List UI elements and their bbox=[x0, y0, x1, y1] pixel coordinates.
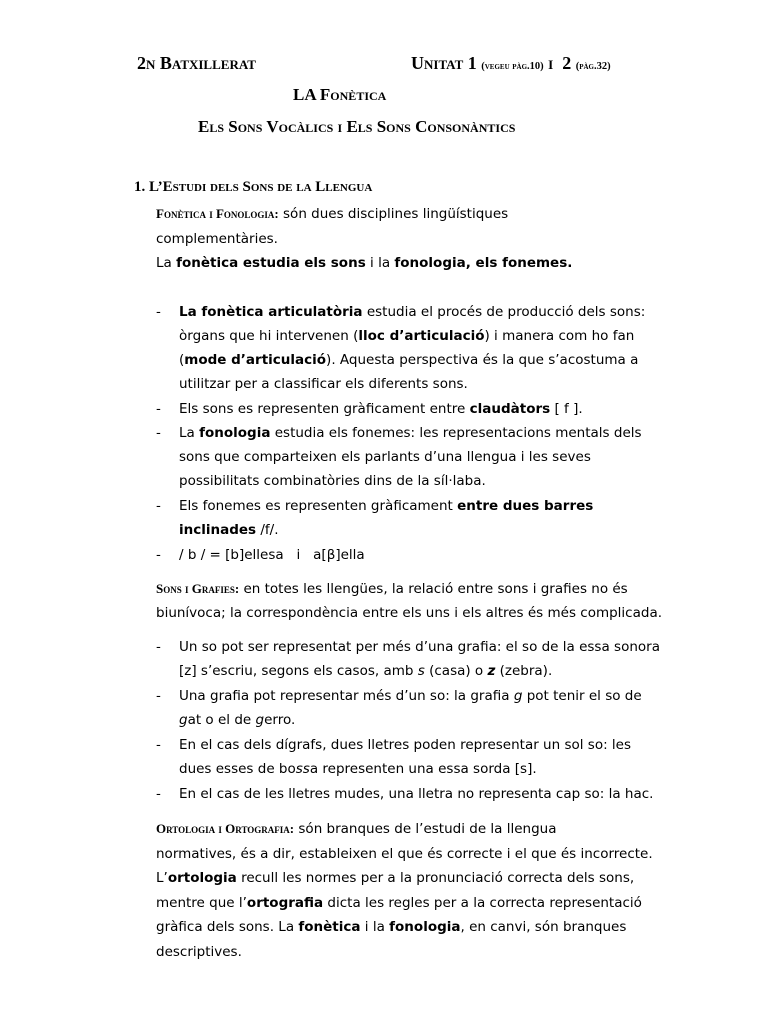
text-italic: g bbox=[513, 688, 523, 704]
text: gràfica dels sons. La bbox=[156, 919, 299, 935]
fon-line1 bbox=[156, 206, 508, 222]
bullet-dash: - bbox=[156, 425, 161, 441]
fon-line3 bbox=[156, 255, 572, 271]
unit-num2: 2 bbox=[562, 53, 572, 73]
text: (casa) o bbox=[424, 663, 488, 679]
bullet-dash: - bbox=[156, 786, 161, 802]
c2-line2 bbox=[179, 712, 295, 728]
orto-line3 bbox=[156, 870, 634, 886]
text-bold: fonologia, els fonemes. bbox=[394, 255, 573, 271]
c2-line1 bbox=[179, 688, 642, 704]
orto-line5 bbox=[156, 919, 626, 935]
orto-label: Ortologia i Ortografia: bbox=[156, 821, 295, 836]
bullet1-line2 bbox=[179, 328, 634, 344]
orto-line6: descriptives. bbox=[156, 944, 242, 960]
text: pot tenir el so de bbox=[522, 688, 642, 704]
text-bold: fonètica bbox=[298, 919, 361, 935]
bullet-dash: - bbox=[156, 547, 161, 563]
unit-ref2: (pàg.32) bbox=[575, 61, 611, 72]
sons-line2: biunívoca; la correspondència entre els uns i els altres és més complicada. bbox=[156, 605, 663, 621]
text: a representen una essa sorda [s]. bbox=[309, 761, 537, 777]
text-italic: s bbox=[417, 663, 425, 679]
text: ) i manera com ho fan bbox=[484, 328, 635, 344]
text-bold: inclinades bbox=[179, 522, 257, 538]
sons-line1 bbox=[156, 581, 628, 597]
text: ( bbox=[179, 352, 185, 368]
text-bold: fonètica estudia els sons bbox=[176, 255, 366, 271]
text: L’ bbox=[156, 870, 168, 886]
text: estudia el procés de producció dels sons: bbox=[362, 304, 646, 320]
text-italic: g bbox=[255, 712, 265, 728]
text: mentre que l’ bbox=[156, 895, 247, 911]
bullet4-line2 bbox=[179, 522, 279, 538]
bullet4-line1 bbox=[179, 498, 593, 514]
text: dicta les regles per a la correcta representació bbox=[323, 895, 642, 911]
course-label: 2n Batxillerat bbox=[137, 53, 256, 73]
unit-and: i bbox=[548, 53, 554, 73]
unit-ref1: (vegeu pàg.10) bbox=[481, 61, 544, 72]
c4-line: En el cas de les lletres mudes, una lletra no representa cap so: la hac. bbox=[179, 786, 654, 802]
text: erro. bbox=[264, 712, 296, 728]
orto-line2: normatives, és a dir, estableixen el que és correcte i el que és incorrecte. bbox=[156, 846, 653, 862]
c1-line2 bbox=[179, 663, 552, 679]
text: [ f ]. bbox=[550, 401, 583, 417]
text: ). Aquesta perspectiva és la que s’acostuma a bbox=[326, 352, 639, 368]
unit-prefix: Unitat 1 bbox=[411, 53, 477, 73]
orto-line1 bbox=[156, 821, 557, 837]
text: i la bbox=[365, 255, 395, 271]
bullet1-line4: utilitzar per a classificar els diferents sons. bbox=[179, 376, 468, 392]
text-bold: La fonètica articulatòria bbox=[179, 304, 363, 320]
c3-line1: En el cas dels dígrafs, dues lletres poden representar un sol so: les bbox=[179, 737, 632, 753]
bullet-dash: - bbox=[156, 688, 161, 704]
bullet1-line1 bbox=[179, 304, 645, 320]
text: (zebra). bbox=[495, 663, 553, 679]
text-bold: entre dues barres bbox=[457, 498, 594, 514]
bullet-dash: - bbox=[156, 401, 161, 417]
text: dues esses de bo bbox=[179, 761, 296, 777]
text-bold: ortografia bbox=[246, 895, 324, 911]
text: òrgans que hi intervenen ( bbox=[179, 328, 359, 344]
bullet-dash: - bbox=[156, 639, 161, 655]
bullet5: / b / = [b]ellesa i a[β]ella bbox=[179, 547, 365, 563]
bullet1-line3 bbox=[179, 352, 638, 368]
text-italic: ss bbox=[295, 761, 310, 777]
bullet-dash: - bbox=[156, 737, 161, 753]
text-bold: ortologia bbox=[167, 870, 237, 886]
text: Els fonemes es representen gràficament bbox=[179, 498, 458, 514]
orto-line4 bbox=[156, 895, 642, 911]
text: estudia els fonemes: les representacions mentals dels bbox=[270, 425, 642, 441]
text-bold: mode d’articulació bbox=[184, 352, 327, 368]
c3-line2 bbox=[179, 761, 537, 777]
text-bold: lloc d’articulació bbox=[358, 328, 485, 344]
main-title: LA Fonètica bbox=[293, 85, 387, 104]
section-heading: 1. L’Estudi dels Sons de la Llengua bbox=[134, 179, 373, 195]
text: Els sons es representen gràficament entre bbox=[179, 401, 470, 417]
bullet3-line2: sons que comparteixen els parlants d’una llengua i les seves bbox=[179, 449, 591, 465]
fon-text1: són dues disciplines lingüístiques bbox=[278, 206, 509, 222]
text-italic: g bbox=[179, 712, 188, 728]
c1-line1: Un so pot ser representat per més d’una grafia: el so de la essa sonora bbox=[179, 639, 660, 655]
unit-label bbox=[411, 53, 611, 74]
bullet3-line3: possibilitats combinatòries dins de la síl·laba. bbox=[179, 473, 486, 489]
text: Una grafia pot representar més d’un so: la grafia bbox=[179, 688, 514, 704]
text-bold: fonologia bbox=[389, 919, 461, 935]
text-bold: claudàtors bbox=[469, 401, 551, 417]
text: , en canvi, són branques bbox=[460, 919, 627, 935]
bullet2 bbox=[179, 401, 583, 417]
text-bold-italic: z bbox=[487, 663, 496, 679]
text: La bbox=[179, 425, 200, 441]
text: en totes les llengües, la relació entre sons i grafies no és bbox=[239, 581, 628, 597]
sub-title: Els Sons Vocàlics i Els Sons Consonàntics bbox=[198, 117, 516, 136]
text: recull les normes per a la pronunciació correcta dels sons, bbox=[236, 870, 635, 886]
text-bold: fonologia bbox=[199, 425, 271, 441]
text: /f/. bbox=[256, 522, 279, 538]
text: at o el de bbox=[187, 712, 256, 728]
text: [z] s’escriu, segons els casos, amb bbox=[179, 663, 418, 679]
bullet3-line1 bbox=[179, 425, 642, 441]
bullet-dash: - bbox=[156, 498, 161, 514]
text: són branques de l’estudi de la llengua bbox=[294, 821, 557, 837]
fon-label: Fonètica i Fonologia: bbox=[156, 206, 279, 221]
sons-label: Sons i Grafies: bbox=[156, 581, 240, 596]
fon-line2: complementàries. bbox=[156, 231, 278, 247]
text: i la bbox=[360, 919, 390, 935]
bullet-dash: - bbox=[156, 304, 161, 320]
text: La bbox=[156, 255, 177, 271]
